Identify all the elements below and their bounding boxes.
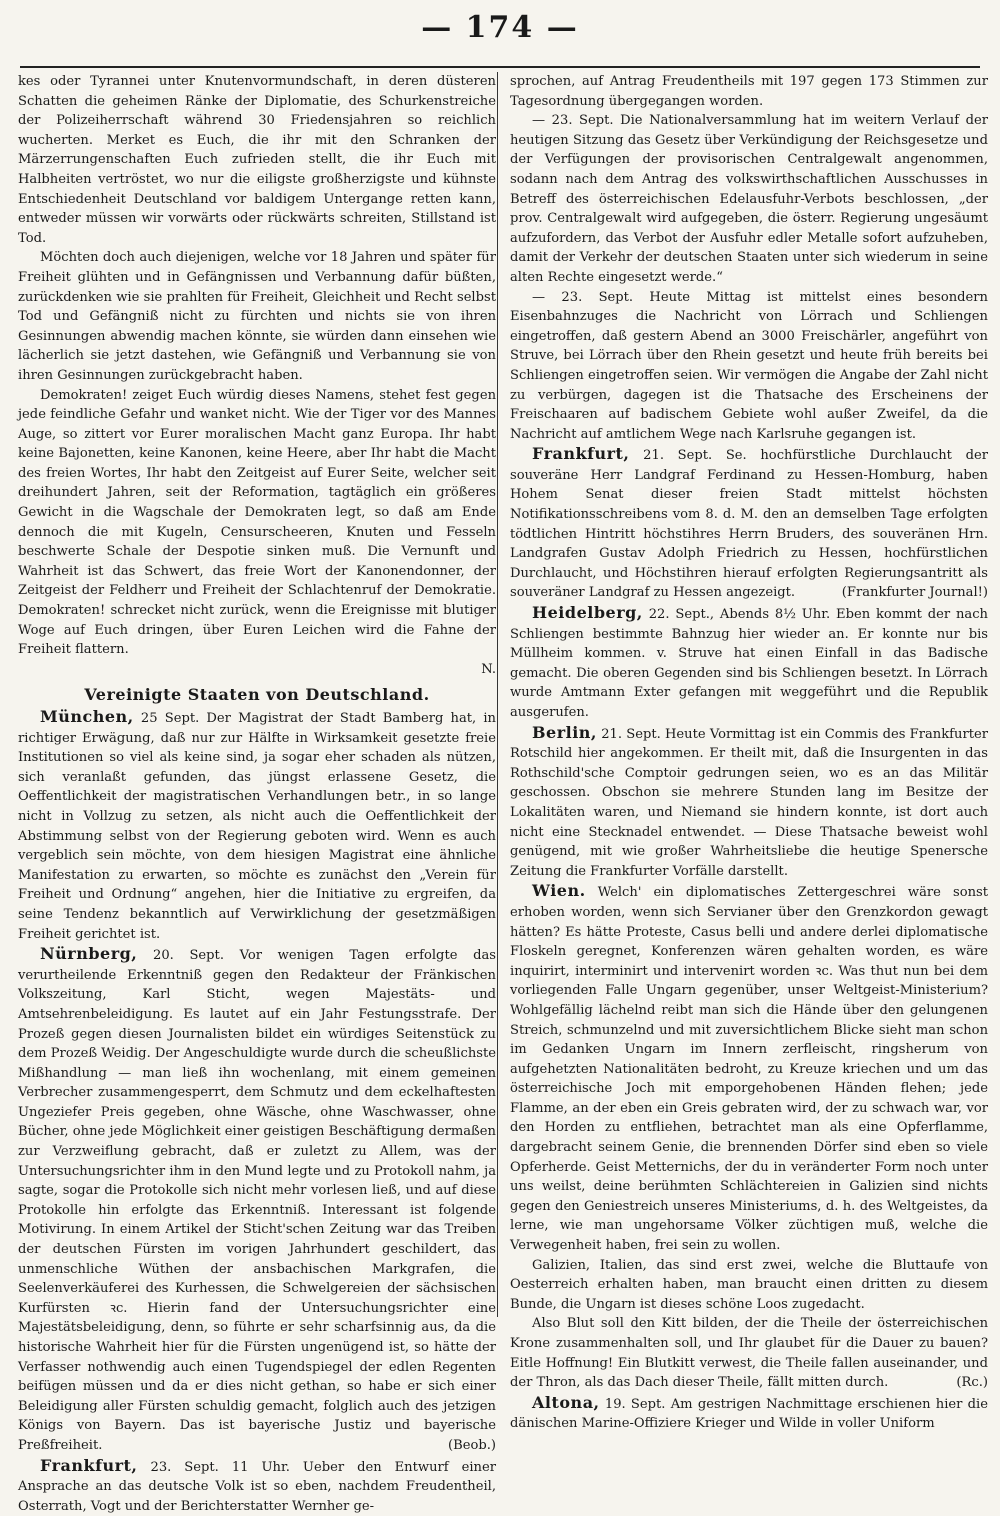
header-rule xyxy=(20,66,980,68)
paragraph-text: kes oder Tyrannei unter Knutenvormundschaft, in deren düsteren Schatten die geheimen Ränke der Diplomatie, des Schurkenstreiche der Polizeiherrschaft während 30 Friedensjahren so reichlich wucherten. Merket es Euch, die ihr mit den Schranken der Märzerrungenschaften Euch zufrieden stellt, die ihr Euch mit Halbheiten vertröstet, wo nur die eiligste großherzigste und kühnste Entschiedenheit Deutschland vor baldigem Untergange retten kann, entweder müssen wir vorwärts oder rückwärts schreiten, Stillstand ist Tod. xyxy=(18,74,496,246)
dateline-place: München, xyxy=(40,707,134,726)
left-column xyxy=(18,72,496,1514)
page-number: — 174 — xyxy=(421,10,579,45)
dateline-place: Frankfurt, xyxy=(40,1455,138,1475)
paragraph xyxy=(18,72,496,248)
paragraph-text: — 23. Sept. Heute Mittag ist mittelst eines besondern Eisenbahnzuges die Nachricht von Lörrach und Schliengen eingetroffen, daß gestern Abend an 3000 Freischärler, angeführt von Struve, bei Lörrach über den Rhein gesetzt und heute früh bereits bei Schliengen eingetroffen seien. Wir vermögen die Angabe der Zahl nicht zu verbürgen, dagegen ist die Thatsache des Erscheinens der Freischaaren auf badischem Gebiete wohl außer Zweifel, da die Nachricht auf amtlichem Wege nach Karlsruhe gegangen ist. xyxy=(510,289,988,442)
dateline-place: Heidelberg, xyxy=(532,603,643,623)
news-dispatch xyxy=(18,707,496,944)
paragraph-text: 20. Sept. Vor wenigen Tagen erfolgte das verurtheilende Erkenntniß gegen den Redakteur der Fränkischen Volkszeitung, Karl Sticht, wegen Majestäts- und Amtsehrenbeleidigung. Es lautet auf ein Jahr Festungsstrafe. Der Prozeß gegen diesen Journalisten bildet ein würdiges Seitenstück zu dem Prozeß Weidig. Der Angeschuldigte wurde durch die scheußlichste Mißhandlung — man ließ ihn wochenlang, mit einem gemeinen Verbrecher zusammengesperrt, dem Schmutz und dem eckelhaftesten Ungeziefer Preis gegeben, ohne Wäsche, ohne Waschwasser, ohne Bücher, ohne jede Möglichkeit einer geistigen Beschäftigung dermaßen zur Verzweiflung gebracht, daß er zuletzt zu Allem, was der Untersuchungsrichter ihm in den Mund legte und zu Protokoll nahm, ja sagte, sogar die Protokolle sich nicht mehr vorlesen ließ, und auf diese Protokolle hin erfolgte das Erkenntniß. Interessant ist folgende Motivirung. In einem Artikel der Sticht'schen Zeitung war das Treiben der deutschen Fürsten im vorigen Jahrhundert geschildert, das unmenschliche Wüthen der ansbachischen Markgrafen, die Seelenverkäuferei des Kurhessen, die Schwelgereien der sächsischen Kurfürsten ꝛc. Hierin fand der Untersuchungsrichter eine Majestätsbeleidigung, denn, so führte er sehr scharfsinnig aus, da die historische Wahrheit hier für die Fürsten ungenügend ist, so hätte der Verfasser nothwendig auch einen Tugendspiegel der edlen Regenten beifügen müssen und da er dies nicht gethan, so habe er sich einer Beleidigung aller Fürsten schuldig gemacht, folglich auch des jetzigen Königs von Bayern. Das ist bayerische Justiz und bayerische Preßfreiheit. xyxy=(18,948,496,1453)
dateline-place: Wien. xyxy=(532,881,586,901)
news-dispatch xyxy=(510,444,988,603)
paragraph-text: Welch' ein diplomatisches Zettergeschrei wäre sonst erhoben worden, wenn sich Servianer über den Grenzkordon gewagt hätten? Es hätte Proteste, Casus belli und andere derlei diplomatische Floskeln geregnet, Konferenzen wären gehalten worden, es wäre inquirirt, interminirt und intervenirt worden ꝛc. Was thut nun bei dem vorliegenden Falle Ungarn gegenüber, unser Weltgeist-Ministerium? Wohlgefällig lächelnd reibt man sich die Hände über den gelungenen Streich, schmunzelnd und mit zuversichtlichem Blicke sieht man schon im Gedanken Ungarn im Innern zerfleischt, ringsherum von aufgehetzten Nationalitäten bedroht, zu Kreuze kriechen und um das österreichische Joch mit emporgehobenen Händen flehen; jede Flamme, an der eben ein Greis gebraten wird, der zu schwach war, vor den Horden zu entfliehen, betrachtet man als eine Opferflamme, dargebracht seinem Genie, die brennenden Dörfer sind eben so viele Opferherde. Geist Metternichs, der du in veränderter Form noch unter uns weilst, deine berühmten Schlächtereien in Galizien sind nichts gegen den Geniestreich unseres Ministeriums, d. h. des Weltgeistes, da lerne, wie man ungehorsame Völker züchtigen muß, welche die Verwegenheit haben, frei sein zu wollen. xyxy=(510,885,988,1254)
paragraph-text: 21. Sept. Se. hochfürstliche Durchlaucht der souveräne Herr Landgraf Ferdinand zu Hessen-Homburg, haben Hohem Senat dieser freien Stadt mittelst höchsten Notifikationsschreibens vom 8. d. M. den an demselben Tage erfolgten tödtlichen Hintritt höchstihres Herrn Bruders, des souveränen Hrn. Landgrafen Gustav Adolph Friedrich zu Hessen, hochfürstlichen Durchlaucht, und Höchstihren hierauf erfolgten Regierungsantritt als souveräner Landgraf zu Hessen angezeigt. xyxy=(510,448,988,601)
paragraph-text: 23. Sept. 11 Uhr. Ueber den Entwurf einer Ansprache an das deutsche Volk ist so eben, nachdem Freudentheil, Osterrath, Vogt und der Berichterstatter Wernher ge- xyxy=(18,1459,496,1514)
paragraph-text: 22. Sept., Abends 8½ Uhr. Eben kommt der nach Schliengen bestimmte Bahnzug hier wieder an. Er konnte nur bis Müllheim kommen. v. Struve hat einen Einfall in das Badische gemacht. Die oberen Gegenden sind bis Schliengen besetzt. In Lörrach wurde Amtmann Exter gefangen mit weggeführt und die Republik ausgerufen. xyxy=(510,607,988,720)
source-citation: (Beob.) xyxy=(447,1437,496,1453)
news-dispatch xyxy=(510,603,988,723)
paragraph xyxy=(510,1314,988,1392)
dateline-place: Altona, xyxy=(532,1392,600,1412)
paragraph-text: Also Blut soll den Kitt bilden, der die Theile der österreichischen Krone zusammenhalten soll, und Ihr glaubet für die Dauer zu bauen? Eitle Hoffnung! Ein Blutkitt verwest, die Theile fallen auseinander, und der Thron, als das Dach dieser Theile, fällt mitten durch. xyxy=(510,1316,988,1391)
paragraph xyxy=(510,72,988,111)
dateline-place: Nürnberg, xyxy=(40,944,138,964)
news-dispatch xyxy=(18,1456,496,1516)
paragraph xyxy=(510,288,988,445)
source-citation: (Frankfurter Journal!) xyxy=(841,585,988,601)
paragraph-text: Galizien, Italien, das sind erst zwei, welche die Bluttaufe von Oesterreich erhalten haben, man braucht einen dritten zu diesem Bunde, die Ungarn ist dieses schöne Loos zugedacht. xyxy=(510,1257,988,1312)
paragraph xyxy=(18,386,496,660)
news-dispatch xyxy=(18,944,496,1455)
paragraph-text: Möchten doch auch diejenigen, welche vor 18 Jahren und später für Freiheit glühten und in Gefängnissen und Verbannung dafür büßten, zurückdenken wie sie prahlten für Freiheit, Gleichheit und Recht selbst Tod und Gefängniß nicht zu fürchten und nichts sie von ihren Gesinnungen abwendig machen könnte, sie würden dann einsehen wie lächerlich sie jetzt dastehen, wie Gefängniß und Verbannung sie von ihren Gesinnungen zurückgebracht haben. xyxy=(18,250,496,383)
paragraph-text: Demokraten! zeiget Euch würdig dieses Namens, stehet fest gegen jede feindliche Gefahr und wanket nicht. Wie der Tiger vor des Mannes Auge, so zittert vor Eurer moralischen Macht ganz Europa. Ihr habt keine Bajonetten, keine Kanonen, keine Heere, aber Ihr habt die Macht des freien Wortes, Ihr habt den Zeitgeist auf Eurer Seite, welcher seit dreihundert Jahren, seit der Reformation, tagtäglich ein größeres Gewicht in die Wagschale der Demokraten legt, so daß am Ende dennoch die mit Kugeln, Censurscheeren, Knuten und Fesseln beschwerte Schale der Despotie sinken muß. Die Vernunft und Wahrheit ist das Schwert, das freie Wort der Kanonendonner, der Zeitgeist der Feldherr und Freiheit der Schlachtenruf der Demokratie. Demokraten! schrecket nicht zurück, wenn die Ereignisse mit blutiger Woge auf Euch dringen, über Euren Leichen wird die Fahne der Freiheit flattern. xyxy=(18,387,496,658)
paragraph-text: — 23. Sept. Die Nationalversammlung hat im weitern Verlauf der heutigen Sitzung das Gesetz über Verkündigung der Reichsgesetze und der Verfügungen der provisorischen Centralgewalt angenommen, sodann nach dem Antrag des volkswirthschaftlichen Ausschusses in Betreff des österreichischen Edelausfuhr-Verbots beschlossen, „der prov. Centralgewalt wird aufgegeben, die österr. Regierung ungesäumt aufzufordern, das Verbot der Ausfuhr edler Metalle sofort aufzuheben, damit der Verkehr der deutschen Staaten unter sich wiederum in seine alten Rechte eingesetzt werde.“ xyxy=(510,113,988,285)
paragraph xyxy=(510,1256,988,1315)
source-citation: (Rc.) xyxy=(956,1375,988,1391)
news-dispatch xyxy=(510,1393,988,1434)
paragraph xyxy=(18,248,496,385)
paragraph-text: 25 Sept. Der Magistrat der Stadt Bamberg hat, in richtiger Erwägung, daß nur zur Hälfte in Wirksamkeit gesetzte freie Institutionen so viel als keine sind, ja sogar eher schaden als nützen, sich veranlaßt gefunden, das jüngst erlassene Gesetz, die Oeffentlichkeit der magistratischen Verhandlungen betr., in so lange nicht in Vollzug zu setzen, als nicht auch die Oeffentlichkeit der Abstimmung selbst von der Regierung geboten wird. Wenn es auch vergeblich sein möchte, von dem hiesigen Magistrat eine ähnliche Manifestation zu erwarten, so möchte es zunächst den „Verein für Freiheit und Ordnung“ angehen, hier die Initiative zu ergreifen, da seine Tendenz bekanntlich auf Verwirklichung der gesetzmäßigen Freiheit gerichtet ist. xyxy=(18,711,496,942)
news-dispatch xyxy=(510,881,988,1255)
signature: N. xyxy=(481,661,496,677)
paragraph-text: 21. Sept. Heute Vormittag ist ein Commis des Frankfurter Rotschild hier angekommen. Er theilt mit, daß die Insurgenten in das Rothschild'sche Comptoir gedrungen seien, wo es an das Militär geschossen. Obschon sie mehrere Stunden lang im Besitze der Lokalitäten waren, und Niemand sie hindern konnte, ist dort auch nicht eine Stecknadel entwendet. — Diese Thatsache beweist wohl genügend, mit wie großer Wahrheitsliebe die heutige Spenersche Zeitung die Frankfurter Vorfälle darstellt. xyxy=(510,726,988,879)
paragraph xyxy=(510,111,988,287)
section-heading: Vereinigte Staaten von Deutschland. xyxy=(84,685,430,705)
news-dispatch xyxy=(510,723,988,882)
dateline-place: Berlin, xyxy=(532,722,597,742)
paragraph-text: 19. Sept. Am gestrigen Nachmittage erschienen hier die dänischen Marine-Offiziere Krieger und Wilde in voller Uniform xyxy=(510,1396,988,1432)
signature-line xyxy=(18,660,496,680)
dateline-place: Frankfurt, xyxy=(532,444,630,464)
paragraph-text: sprochen, auf Antrag Freudentheils mit 197 gegen 173 Stimmen zur Tagesordnung übergegangen worden. xyxy=(510,74,988,109)
column-separator xyxy=(497,72,498,1317)
right-column xyxy=(510,72,988,1432)
